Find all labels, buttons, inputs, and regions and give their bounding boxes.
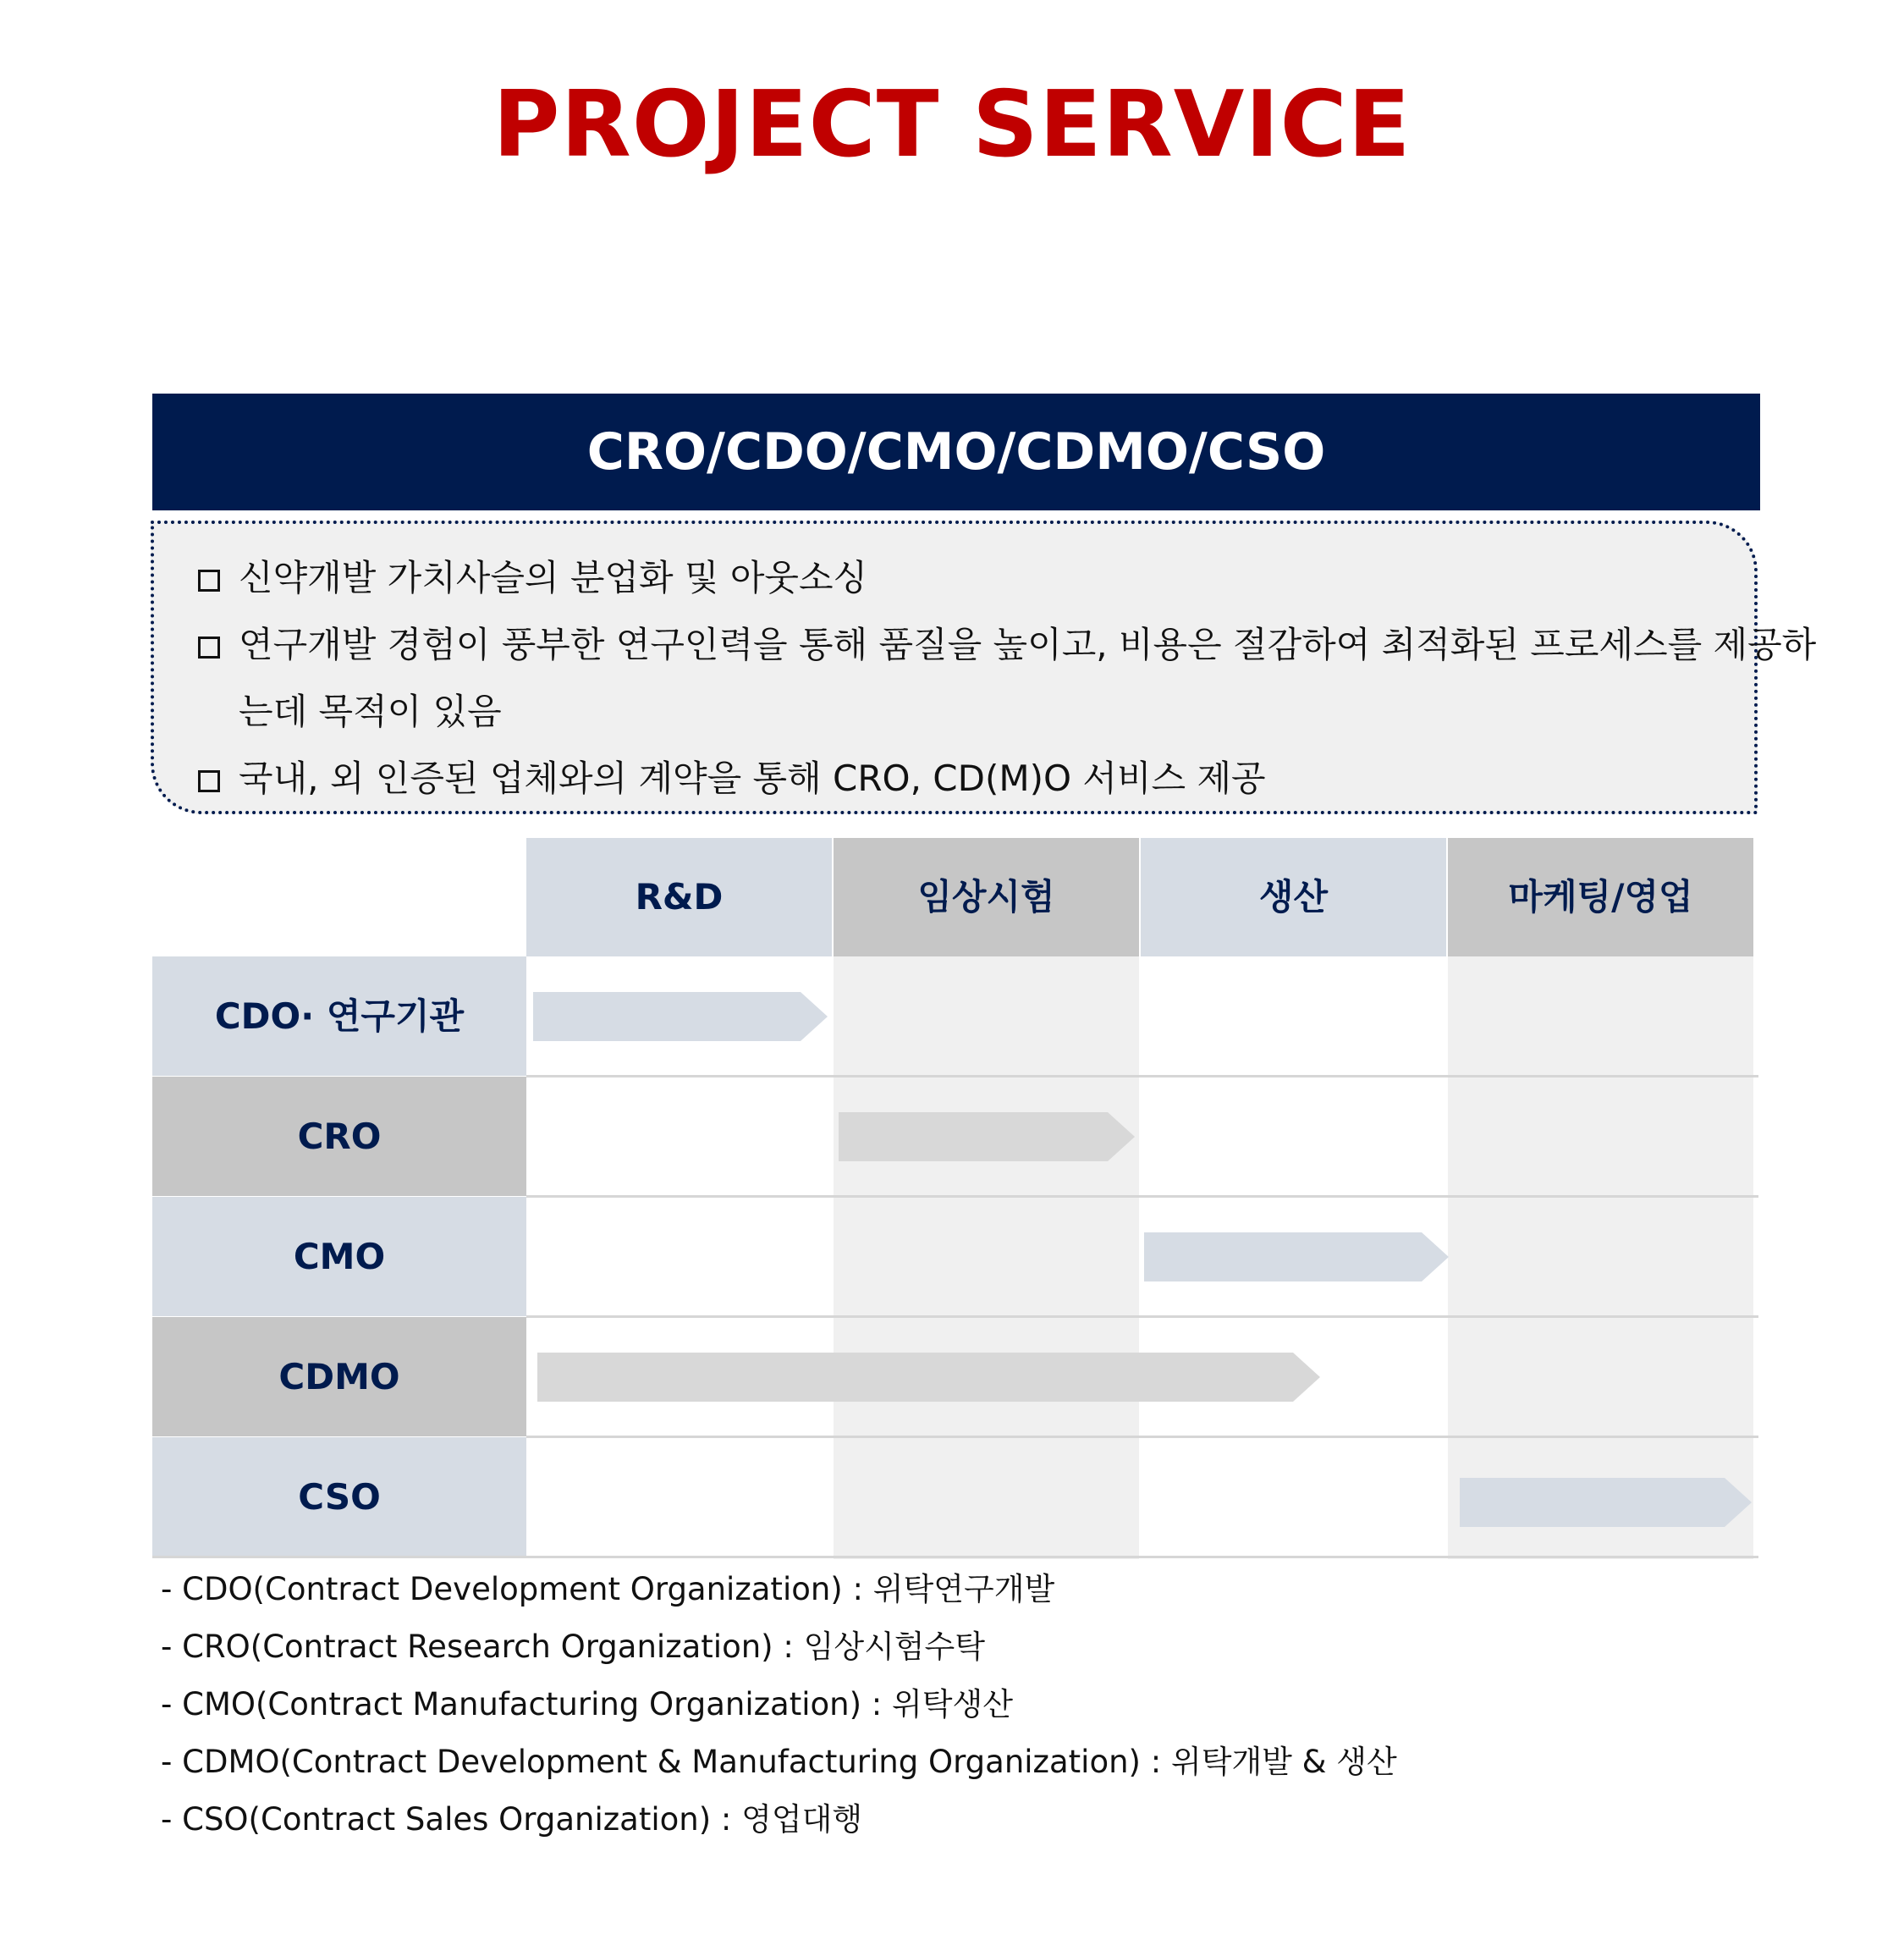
column-header-marketing: 마케팅/영업 bbox=[1448, 838, 1753, 956]
intro-item bbox=[198, 620, 1816, 670]
note-cmo: - CMO(Contract Manufacturing Organization) : 위탁생산 bbox=[161, 1686, 1013, 1722]
span-arrow-cso bbox=[1460, 1478, 1752, 1527]
note-cro: - CRO(Contract Research Organization) : 임상시험수탁 bbox=[161, 1629, 986, 1665]
note-cdmo: - CDMO(Contract Development & Manufacturing Organization) : 위탁개발 & 생산 bbox=[161, 1744, 1397, 1780]
checkbox-square-icon bbox=[198, 570, 220, 592]
row-divider bbox=[526, 1195, 1758, 1198]
column-header-production: 생산 bbox=[1141, 838, 1446, 956]
row-divider bbox=[526, 1075, 1758, 1077]
row-divider bbox=[526, 1315, 1758, 1318]
span-arrow-cro bbox=[839, 1112, 1135, 1161]
column-strip-clinical bbox=[834, 956, 1139, 1559]
intro-item bbox=[198, 553, 867, 603]
section-banner: CRO/CDO/CMO/CDMO/CSO bbox=[152, 394, 1760, 510]
note-cso: - CSO(Contract Sales Organization) : 영업대행 bbox=[161, 1801, 863, 1838]
row-divider bbox=[526, 1436, 1758, 1438]
intro-text: 국내, 외 인증된 업체와의 계약을 통해 CRO, CD(M)O 서비스 제공 bbox=[239, 758, 1266, 799]
table-bottom-line bbox=[152, 1556, 1758, 1558]
checkbox-square-icon bbox=[198, 770, 220, 792]
note-cdo: - CDO(Contract Development Organization) : 위탁연구개발 bbox=[161, 1571, 1055, 1607]
row-label-cro: CRO bbox=[152, 1077, 526, 1196]
page-title: PROJECT SERVICE bbox=[493, 72, 1411, 178]
intro-box bbox=[151, 521, 1817, 814]
intro-text: 연구개발 경험이 풍부한 연구인력을 통해 품질을 높이고, 비용은 절감하여 최적화된 프로세스를 제공하 bbox=[239, 624, 1817, 665]
checkbox-square-icon bbox=[198, 637, 220, 659]
row-label-cdmo: CDMO bbox=[152, 1317, 526, 1436]
span-arrow-cdo bbox=[533, 992, 828, 1041]
intro-item-continuation: 는데 목적이 있음 bbox=[239, 691, 502, 732]
span-arrow-cdmo bbox=[537, 1353, 1320, 1402]
column-header-clinical: 임상시험 bbox=[834, 838, 1139, 956]
column-strip-rd bbox=[526, 956, 832, 1559]
row-label-cso: CSO bbox=[152, 1437, 526, 1557]
column-header-rd: R&D bbox=[526, 838, 832, 956]
intro-text: 신약개발 가치사슬의 분업화 및 아웃소싱 bbox=[239, 557, 868, 598]
column-strip-marketing bbox=[1448, 956, 1753, 1559]
row-label-cmo: CMO bbox=[152, 1197, 526, 1316]
row-label-cdo: CDO· 연구기관 bbox=[152, 956, 526, 1076]
intro-item bbox=[198, 753, 1266, 804]
span-arrow-cmo bbox=[1144, 1232, 1449, 1281]
